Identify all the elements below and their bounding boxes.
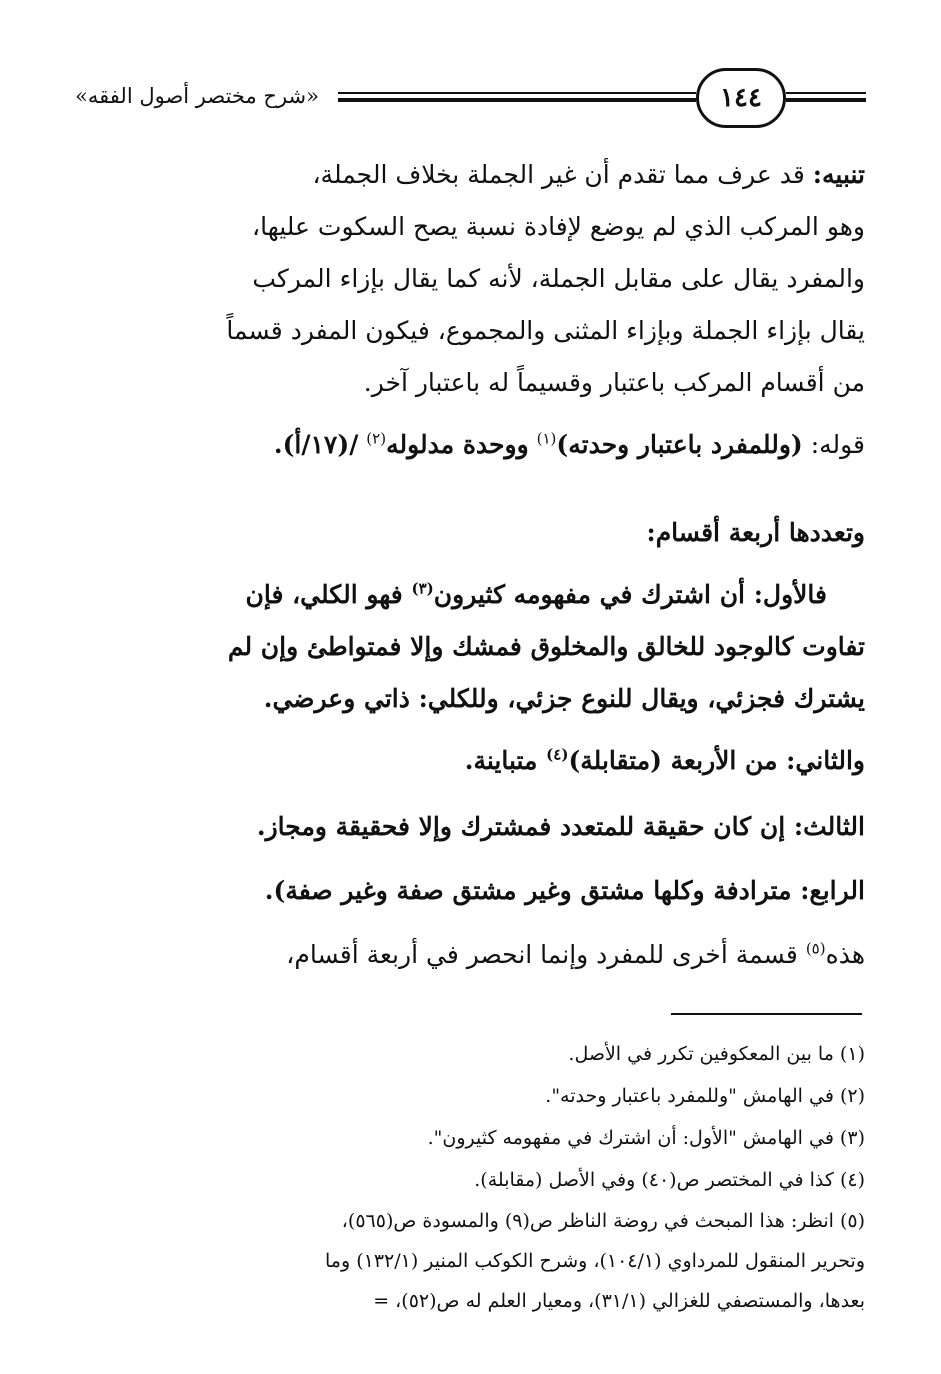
footnote-ref-5: (٥) [805,939,826,958]
first-text-b: فهو الكلي، فإن [245,580,403,609]
header-rule-left [338,92,696,106]
quote-part-b: ووحدة مدلوله [386,430,529,459]
footnote-2: (٢) في الهامش "وللمفرد باعتبار وحدته". [545,1085,865,1107]
footnotes [100,1033,865,1321]
note-line-5: من أقسام المركب باعتبار وقسيماً له باعتبار آخر. [363,368,865,397]
second-line [115,746,865,775]
quote-part-a: (وللمفرد باعتبار وحدته) [556,430,803,459]
page-header [0,0,941,140]
footnote-ref-1: (١) [536,429,557,448]
quote-intro: قوله: [810,430,865,459]
footnote-ref-4: (٤) [546,745,569,764]
footnote-5-cont-1: وتحرير المنقول للمرداوي (١٠٤/١)، وشرح الكوكب المنير (١٣٢/١) وما [325,1250,865,1272]
footnote-3: (٣) في الهامش "الأول: أن اشترك في مفهومه كثيرون". [427,1127,865,1149]
quote-line [115,430,865,459]
footnote-5-cont-2: بعدها، والمستصفي للغزالي (٣١/١)، ومعيار العلم له ص(٥٢)، = [373,1290,865,1312]
fourth-line: الرابع: مترادفة وكلها مشتق وغير مشتق صفة وغير صفة). [264,876,865,905]
last-text-a: هذه [825,940,865,969]
second-text-a: والثاني: من الأربعة (متقابلة) [568,746,865,775]
header-rule-right [786,92,866,106]
footnote-4: (٤) كذا في المختصر ص(٤٠) وفي الأصل (مقابلة). [474,1169,865,1191]
note-line-1 [115,160,865,189]
quote-part-c: /(١٧/أ). [273,430,359,459]
last-line [115,940,865,969]
footnote-5: (٥) انظر: هذا المبحث في روضة الناظر ص(٩) والمسودة ص(٥٦٥)، [341,1210,865,1232]
running-title: «شرح مختصر أصول الفقه» [75,84,319,108]
section-heading: وتعددها أربعة أقسام: [646,518,865,547]
note-line-2: وهو المركب الذي لم يوضع لإفادة نسبة يصح السكوت عليها، [252,212,865,241]
note-label: تنبيه: [812,160,865,189]
first-line-3: يشترك فجزئي، ويقال للنوع جزئي، وللكلي: ذاتي وعرضي. [263,684,865,713]
first-line-1 [115,580,865,609]
note-line-3: والمفرد يقال على مقابل الجملة، لأنه كما يقال بإزاء المركب [252,264,865,293]
footnote-ref-2: (٢) [366,429,387,448]
page-number: ١٤٤ [696,68,786,128]
first-text-a: فالأول: أن اشترك في مفهومه كثيرون [433,580,827,609]
third-line: الثالث: إن كان حقيقة للمتعدد فمشترك وإلا فحقيقة ومجاز. [256,812,865,841]
second-text-b: متباينة. [464,746,538,775]
footnote-ref-3: (٣) [411,579,434,598]
first-line-2: تفاوت كالوجود للخالق والمخلوق فمشك وإلا فمتواطئ وإن لم [227,632,865,661]
footnote-1: (١) ما بين المعكوفين تكرر في الأصل. [568,1043,865,1065]
last-text-b: قسمة أخرى للمفرد وإنما انحصر في أربعة أقسام، [286,940,798,969]
footnote-separator [671,1013,862,1015]
note-text-1: قد عرف مما تقدم أن غير الجملة بخلاف الجملة، [312,160,805,189]
note-line-4: يقال بإزاء الجملة وبإزاء المثنى والمجموع، فيكون المفرد قسماً [226,316,865,345]
